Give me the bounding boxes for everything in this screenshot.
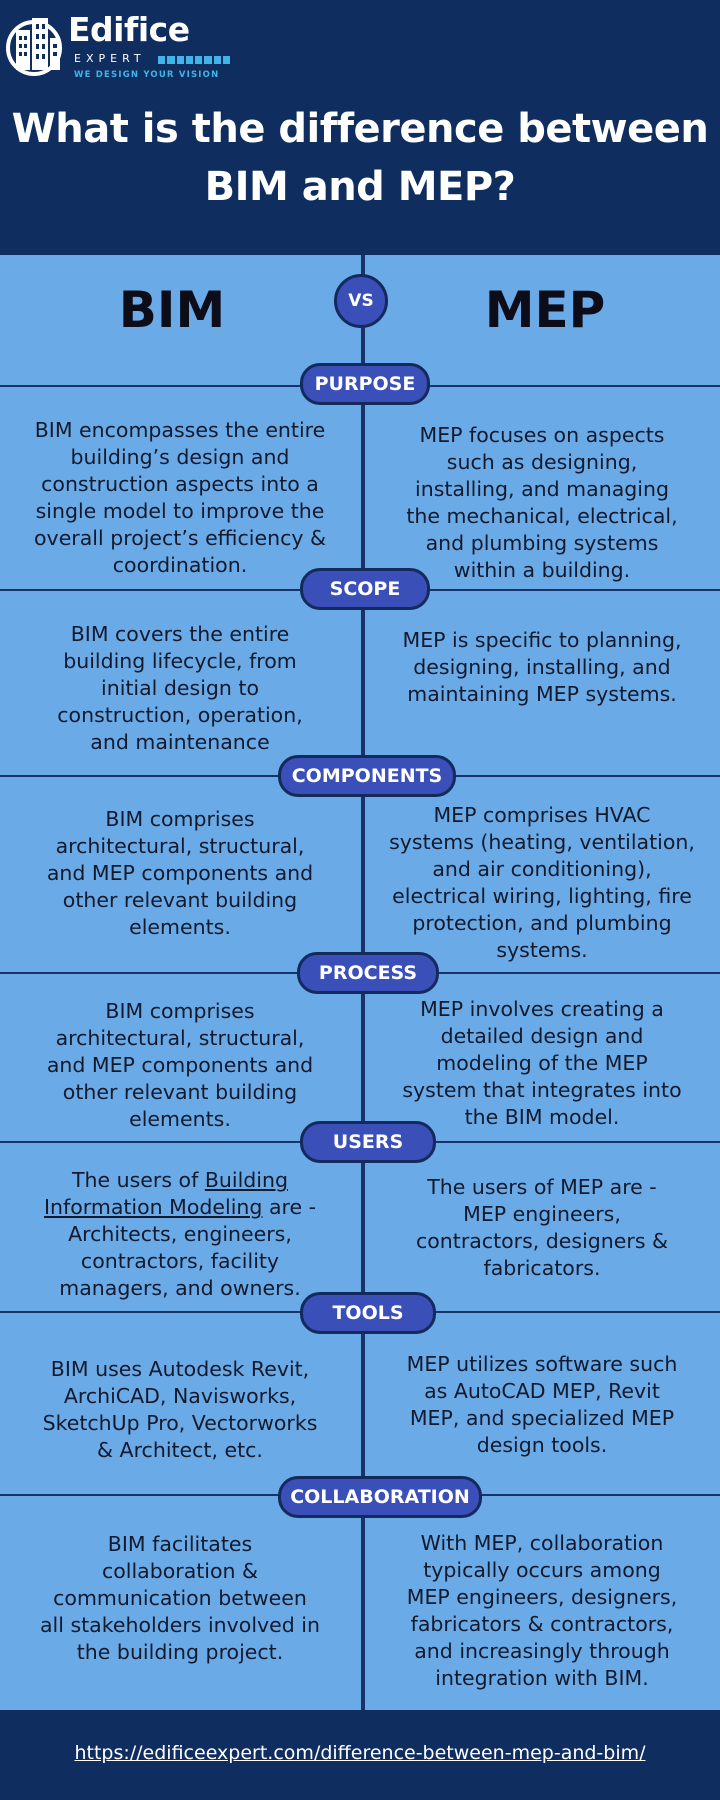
bim-link-building[interactable]: Building bbox=[204, 1168, 288, 1192]
section-label-purpose: PURPOSE bbox=[300, 363, 430, 405]
title-line-2: BIM and MEP? bbox=[204, 164, 516, 210]
bim-components-text: BIM comprises architectural, structural, and MEP components and other relevant building elements. bbox=[46, 807, 314, 939]
section-label-components: COMPONENTS bbox=[278, 755, 456, 797]
bim-link-information-modeling[interactable]: Information Modeling bbox=[43, 1195, 263, 1219]
mep-tools-text: MEP utilizes software such as AutoCAD MEP, Revit MEP, and specialized MEP design tools. bbox=[406, 1352, 678, 1457]
building-logo-icon bbox=[6, 8, 68, 78]
section-label-tools: TOOLS bbox=[300, 1292, 436, 1334]
brand-logo[interactable] bbox=[6, 6, 246, 82]
brand-bars bbox=[158, 56, 230, 64]
brand-name: Edifice bbox=[68, 10, 190, 49]
bim-process-text: BIM comprises architectural, structural, and MEP components and other relevant building elements. bbox=[46, 999, 314, 1131]
section-label-process: PROCESS bbox=[297, 952, 439, 994]
section-label-users: USERS bbox=[300, 1121, 436, 1163]
bim-purpose-text: BIM encompasses the entire building’s design and construction aspects into a single model to improve the overall project’s efficiency & coordination. bbox=[34, 418, 326, 577]
title-line-1: What is the difference between bbox=[11, 106, 709, 152]
footer-url-link[interactable]: https://edificeexpert.com/difference-between-mep-and-bim/ bbox=[74, 1742, 646, 1764]
section-label-collaboration: COLLABORATION bbox=[278, 1476, 482, 1518]
mep-purpose-text: MEP focuses on aspects such as designing, installing, and managing the mechanical, electrical, and plumbing systems within a building. bbox=[406, 423, 678, 582]
page-title bbox=[0, 100, 720, 216]
bim-users-text: The users of Building Information Modeling are - Architects, engineers, contractors, facility managers, and owners. bbox=[43, 1168, 317, 1300]
brand-tagline: WE DESIGN YOUR VISION bbox=[74, 70, 220, 80]
section-label-scope: SCOPE bbox=[300, 568, 430, 610]
bim-tools-text: BIM uses Autodesk Revit, ArchiCAD, Navisworks, SketchUp Pro, Vectorworks & Architect, etc. bbox=[42, 1357, 318, 1462]
brand-sub: EXPERT bbox=[74, 52, 146, 65]
mep-components-text: MEP comprises HVAC systems (heating, ventilation, and air conditioning), electrical wiring, lighting, fire protection, and plumbing systems. bbox=[389, 803, 695, 962]
vs-badge: VS bbox=[334, 274, 388, 328]
mep-process-text: MEP involves creating a detailed design and modeling of the MEP system that integrates into the BIM model. bbox=[402, 997, 682, 1129]
bim-column-title: BIM bbox=[118, 281, 226, 339]
bim-collaboration-text: BIM facilitates collaboration & communication between all stakeholders involved in the building project. bbox=[39, 1532, 320, 1664]
mep-column-title: MEP bbox=[484, 281, 606, 339]
bim-scope-text: BIM covers the entire building lifecycle, from initial design to construction, operation, and maintenance bbox=[57, 622, 303, 754]
mep-collaboration-text: With MEP, collaboration typically occurs among MEP engineers, designers, fabricators & contractors, and increasingly through integration with BIM. bbox=[406, 1531, 678, 1690]
mep-scope-text: MEP is specific to planning, designing, installing, and maintaining MEP systems. bbox=[402, 628, 682, 706]
header bbox=[0, 0, 720, 255]
mep-users-text: The users of MEP are - MEP engineers, contractors, designers & fabricators. bbox=[415, 1175, 669, 1280]
